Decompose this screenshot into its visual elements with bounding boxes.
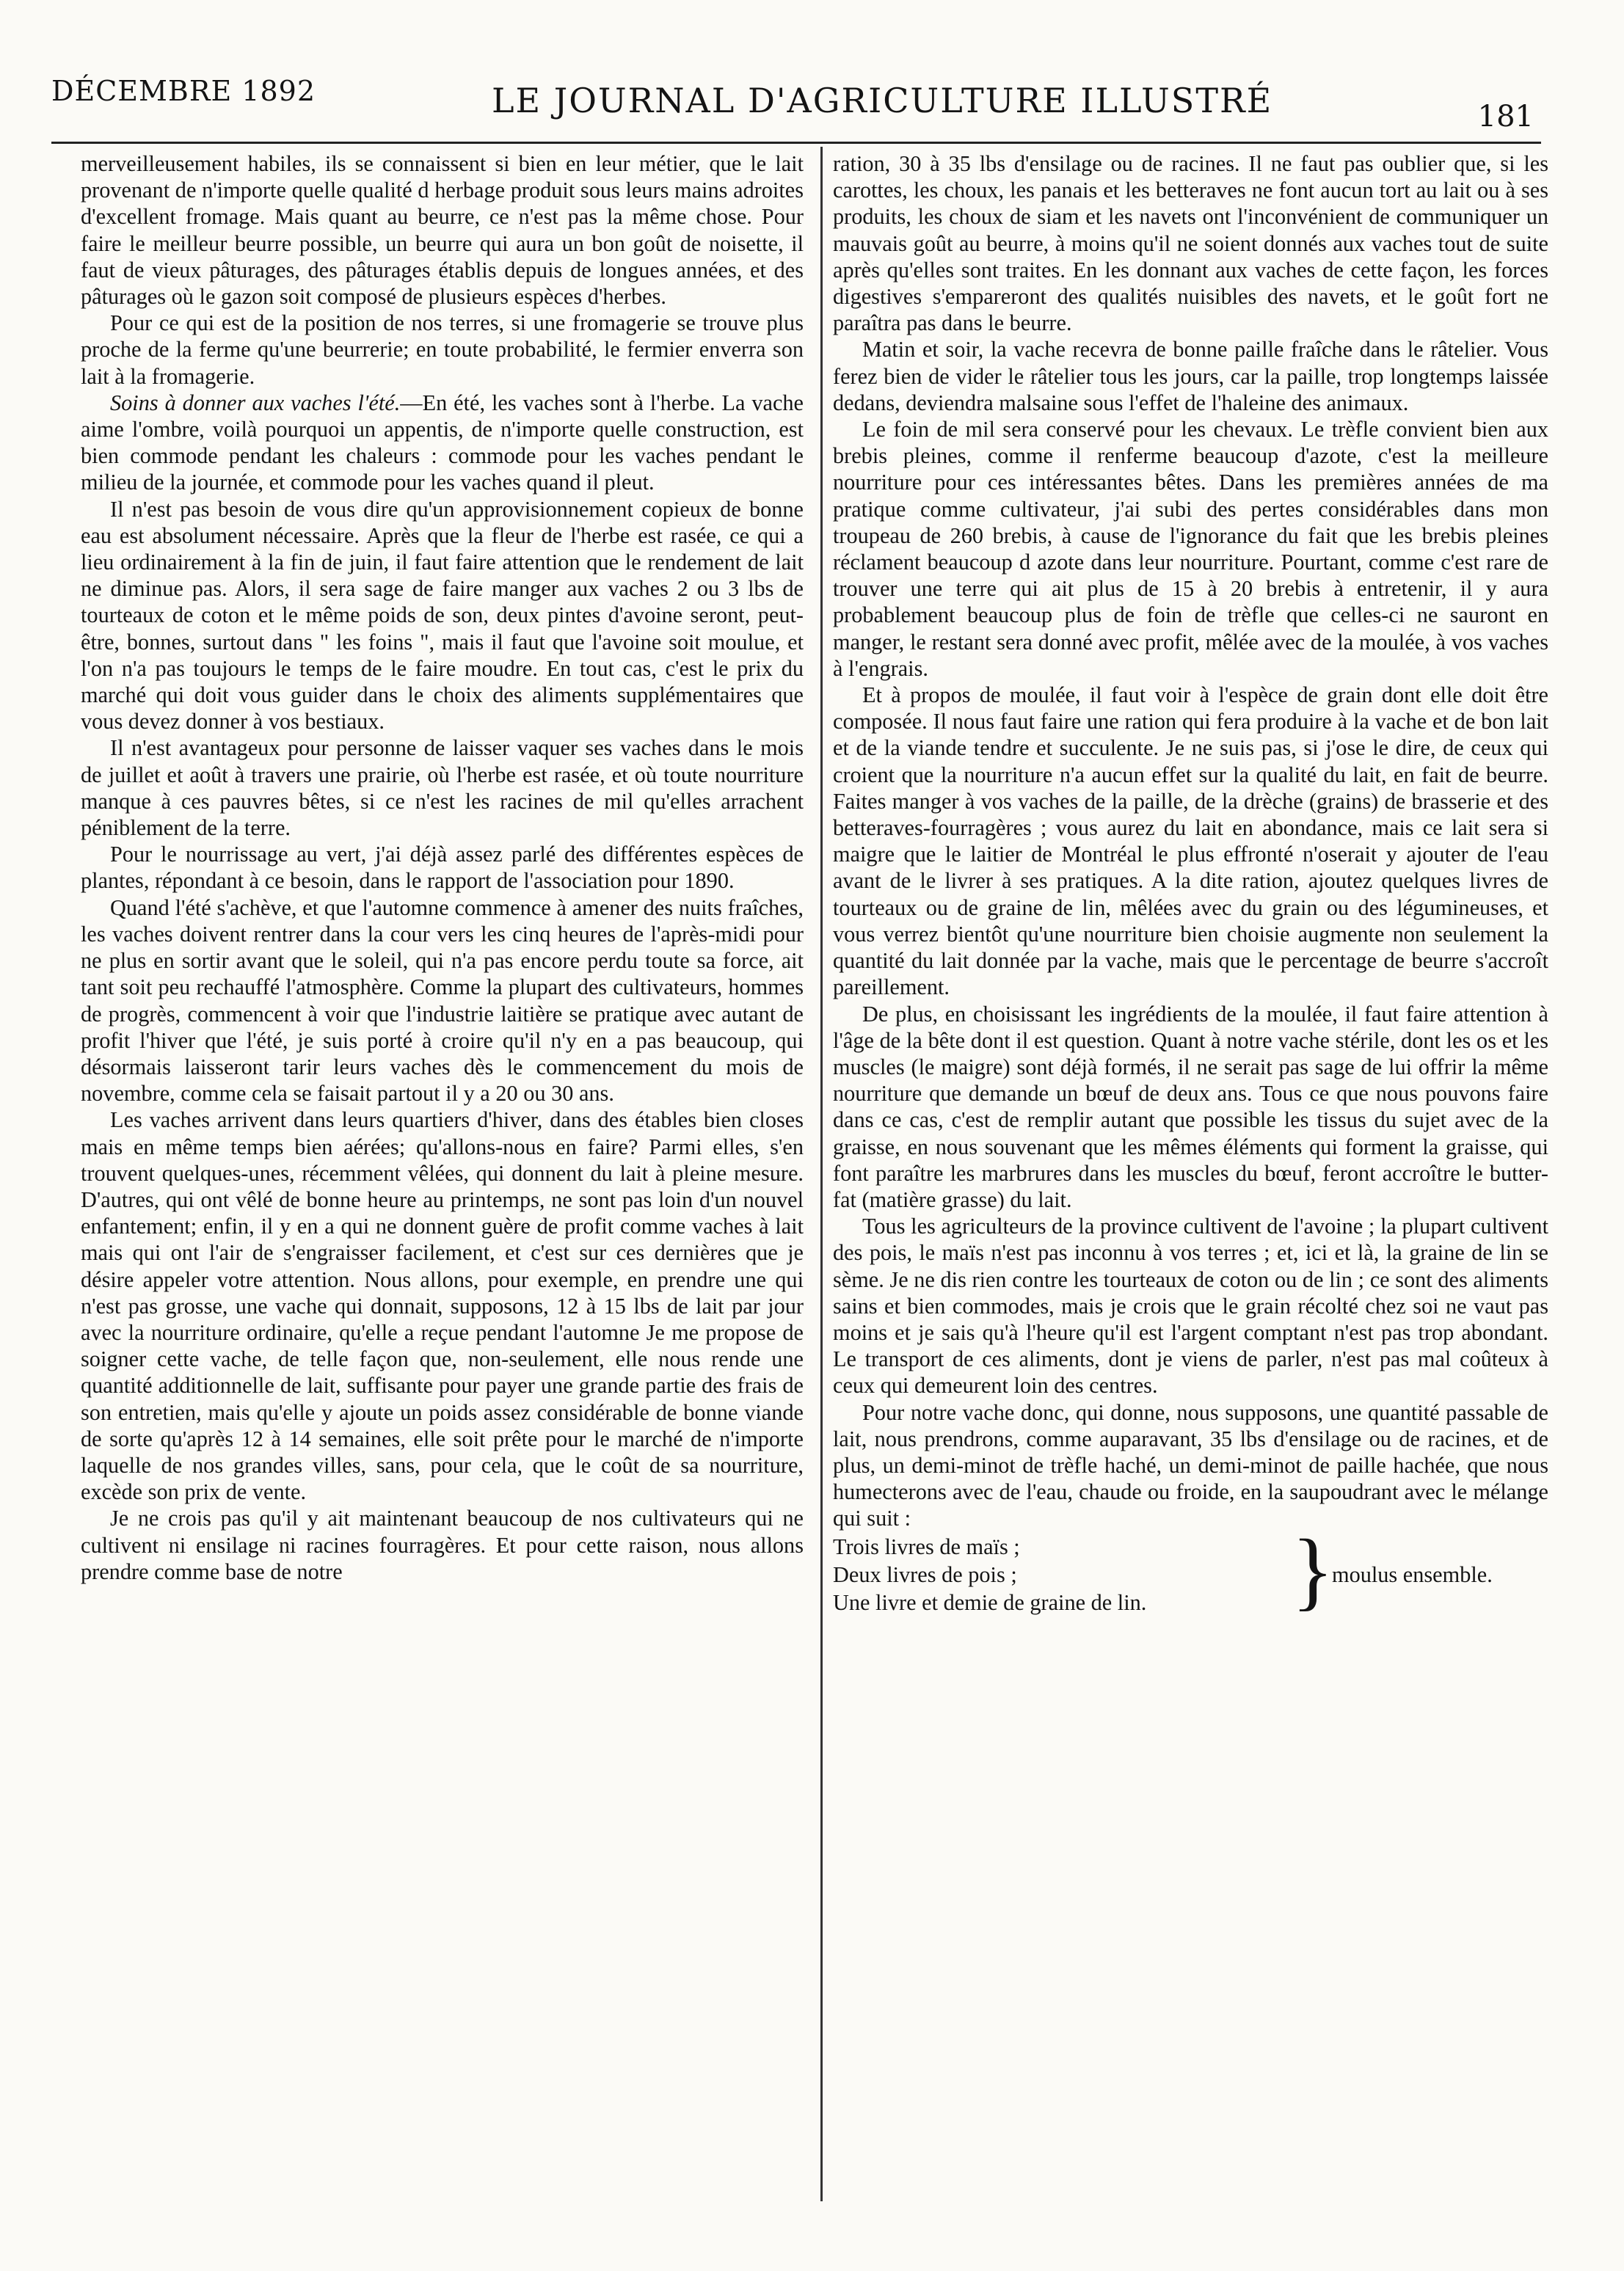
feed-recipe <box>833 1520 1548 1622</box>
issue-date: DÉCEMBRE 1892 <box>51 75 316 107</box>
recipe-item: Deux livres de pois ; <box>833 1561 1017 1587</box>
paragraph <box>833 416 1548 682</box>
paragraph-text: Pour le nourrissage au vert, j'ai déjà assez parlé des différentes espèces de plantes, répondant à ce besoin, dans le rapport de l'association pour 1890. <box>81 842 804 894</box>
page-header <box>51 68 1534 141</box>
recipe-items <box>833 1534 1288 1617</box>
paragraph-text: Tous les agriculteurs de la province cultivent de l'avoine ; la plupart cultivent des pois, le maïs n'est pas inconnu à vos terres ; et, ici et là, la graine de lin se sème. Je ne dis rien contre les tourteaux de coton ou de lin ; ce sont des aliments sains et bien commodes, mais je crois que le grain récolté chez soi ne vaut pas moins et je sais qu'à l'heure qu'il est l'argent comptant n'est pas trop abondant. Le transport de ces aliments, dont je viens de parler, n'est pas mal coûteux à ceux qui demeurent loin des centres. <box>833 1214 1548 1399</box>
paragraph-text: Je ne crois pas qu'il y ait maintenant beaucoup de nos cultivateurs qui ne cultivent ni ensilage ni racines fourragères. Et pour cette raison, nous allons prendre comme base de notre <box>81 1506 804 1584</box>
paragraph <box>833 682 1548 1000</box>
recipe-item: Trois livres de maïs ; <box>833 1534 1020 1559</box>
paragraph <box>833 336 1548 416</box>
section-heading: Soins à donner aux vaches l'été. <box>110 390 401 415</box>
paragraph-text: Et à propos de moulée, il faut voir à l'espèce de grain dont elle doit être composée. Il nous faut faire une ration qui fera produire à la vache et de bon lait et de la viande tendre et succulente. Je ne suis pas, si j'ose le dire, de ceux qui croient que la nourriture n'a aucun effet sur la qualité du lait, en fait de beurre. Faites manger à vos vaches de la paille, de la drèche (grains) de brasserie et des betteraves-fourragères ; vous aurez du lait en abondance, mais ce lait sera si maigre que le laitier de Montréal le plus effronté n'oserait y ajouter de l'eau avant de le livrer à ses pratiques. A la dite ration, ajoutez quelques livres de tourteaux ou de graine de lin, mêlées avec du grain ou des légumineuses, et vous verrez bientôt qu'une nourriture bien choisie augmente non seulement la quantité du lait donnée par la vache, mais que le percentage de beurre s'accroît pareillement. <box>833 682 1548 1000</box>
paragraph-text: Il n'est avantageux pour personne de laisser vaquer ses vaches dans le mois de juillet et août à travers une prairie, où l'herbe est rasée, et où toute nourriture manque à ces pauvres bêtes, si ce n'est les racines de mil qu'elles arrachent péniblement de la terre. <box>81 735 804 841</box>
column-divider <box>820 147 823 2201</box>
recipe-note: moulus ensemble. <box>1332 1561 1493 1587</box>
paragraph <box>833 1399 1548 1532</box>
paragraph-text: Pour notre vache donc, qui donne, nous supposons, une quantité passable de lait, nous prendrons, comme auparavant, 35 lbs d'ensilage ou de racines, et de plus, un demi-minot de trèfle haché, un demi-minot de paille hachée, que nous humecterons avec de l'eau, chaude ou froide, en la saupoudrant avec le mélange qui suit : <box>833 1399 1548 1531</box>
paragraph <box>81 841 804 894</box>
paragraph <box>833 1213 1548 1399</box>
paragraph <box>833 150 1548 336</box>
paragraph <box>81 150 804 310</box>
paragraph-text: Quand l'été s'achève, et que l'automne commence à amener des nuits fraîches, les vaches doivent rentrer dans la cour vers les cinq heures de l'après-midi pour ne plus en sortir avant que le soleil, qui n'a pas encore perdu toute sa force, ait tant soit peu rechauffé l'atmosphère. Comme la plupart des cultivateurs, hommes de progrès, commencent à voir que l'industrie laitière se pratique avec autant de profit l'hiver que l'été, je suis porté à croire qu'il n'y en a pas beaucoup, qui désormais laisseront tarir leurs vaches dès le commencement du mois de novembre, comme cela se faisait partout il y a 20 ou 30 ans. <box>81 894 804 1107</box>
left-column <box>81 150 804 1585</box>
paragraph <box>81 734 804 841</box>
paragraph <box>81 496 804 735</box>
paragraph <box>81 894 804 1107</box>
paragraph-text: Il n'est pas besoin de vous dire qu'un approvisionnement copieux de bonne eau est absolument nécessaire. Après que la fleur de l'herbe est rasée, ce qui a lieu ordinairement à la fin de juin, il faut faire attention que le rendement de lait ne diminue pas. Alors, il sera sage de faire manger aux vaches 2 ou 3 lbs de tourteaux de coton et le même poids de son, deux pintes d'avoine seront, peut-être, bonnes, surtout dans " les foins ", mais il faut que l'avoine soit moulue, et l'on n'a pas toujours le temps de le faire moudre. En tout cas, c'est le prix du marché qui doit vous guider dans le choix des aliments supplémentaires que vous devez donner à vos bestiaux. <box>81 496 804 734</box>
right-column <box>833 150 1548 1622</box>
paragraph <box>833 1001 1548 1214</box>
paragraph-text: merveilleusement habiles, ils se connaissent si bien en leur métier, que le lait provenant de n'importe quelle qualité d herbage produit sous leurs mains adroites d'excellent fromage. Mais quant au beurre, ce n'est pas la même chose. Pour faire le meilleur beurre possible, un beurre qui aura un bon goût de noisette, il faut de vieux pâturages, des pâturages établis depuis de longues années, et des pâturages où le gazon soit composé de plusieurs espèces d'herbes. <box>81 151 804 310</box>
paragraph <box>81 390 804 496</box>
paragraph-text: De plus, en choisissant les ingrédients de la moulée, il faut faire attention à l'âge de la bête dont il est question. Quant à notre vache stérile, dont les os et les muscles (le maigre) sont déjà formés, il ne serait pas sage de lui offrir la même nourriture que demande un bœuf de deux ans. Tous ce que nous pouvons faire dans ce cas, c'est de remplir autant que possible les tissus du sujet avec de la graisse, en nous souvenant que les mêmes éléments qui forment la graisse, qui font paraître les marbrures dans les muscles du bœuf, feront accroître le butter-fat (matière grasse) du lait. <box>833 1001 1548 1212</box>
right-column-text <box>833 150 1548 1532</box>
page-number: 181 <box>1477 100 1534 134</box>
paragraph <box>81 1107 804 1505</box>
paragraph-text: —En été, les vaches sont à l'herbe. La vache aime l'ombre, voilà pourquoi un appentis, de n'importe quelle construction, est bien commode pendant les chaleurs : commode pour les vaches pendant le milieu de la journée, et commode pour les vaches quand il pleut. <box>81 390 804 495</box>
paragraph-text: Le foin de mil sera conservé pour les chevaux. Le trèfle convient bien aux brebis pleines, comme il renferme beaucoup d'azote, c'est la meilleure nourriture pour ces intéressantes bêtes. Dans les premières années de ma pratique comme cultivateur, j'ai subi des pertes considérables dans mon troupeau de 260 brebis, à cause de l'ignorance du fait que les brebis pleines réclament beaucoup d azote dans leur nourriture. Pourtant, comme c'est rare de trouver une terre qui ait plus de 15 à 20 brebis à entretenir, il y aura probablement beaucoup plus de foin de trèfle que celles-ci ne sauront en manger, le restant sera donné avec profit, mêlée avec de la moulée, à vos vaches à l'engrais. <box>833 417 1548 681</box>
paragraph-text: ration, 30 à 35 lbs d'ensilage ou de racines. Il ne faut pas oublier que, si les carottes, les choux, les panais et les betteraves ne font aucun tort au lait ou à ses produits, les choux de siam et les navets ont l'inconvénient de communiquer un mauvais goût au beurre, à moins qu'il ne soient donnés aux vaches tout de suite après qu'elles sont traites. En les donnant aux vaches de cette façon, les forces digestives s'empareront des qualités nuisibles des navets, et le goût fort ne paraîtra pas dans le beurre. <box>833 151 1548 336</box>
paragraph <box>81 310 804 390</box>
recipe-item: Une livre et demie de graine de lin. <box>833 1589 1147 1615</box>
paragraph-text: Les vaches arrivent dans leurs quartiers d'hiver, dans des étables bien closes mais en même temps bien aérées; qu'allons-nous en faire? Parmi elles, s'en trouvent quelques-unes, récemment vêlées, qui donnent du lait à pleine mesure. D'autres, qui ont vêlé de bonne heure au printemps, ne sont pas loin d'un nouvel enfantement; enfin, il y en a qui ne donnent guère de profit comme vaches à lait mais qui ont l'air de s'engraisser facilement, et c'est sur ces dernières que je désire appeler votre attention. Nous allons, pour exemple, en prendre une qui n'est pas grosse, une vache qui donnait, supposons, 12 à 15 lbs de lait par jour avec la nourriture ordinaire, qu'elle a reçue pendant l'automne Je me propose de soigner cette vache, de telle façon que, non-seulement, elle nous rende une quantité additionnelle de lait, suffisante pour payer une grande partie des frais de son entretien, mais qu'elle y ajoute un poids assez considérable de bonne viande de sorte qu'après 12 à 14 semaines, elle soit prête pour le marché de n'importe laquelle de nos grandes villes, sans, pour cela, que le coût de sa nourriture, excède son prix de vente. <box>81 1107 804 1505</box>
paragraph <box>81 1505 804 1585</box>
paragraph-text: Matin et soir, la vache recevra de bonne paille fraîche dans le râtelier. Vous ferez bien de vider le râtelier tous les jours, car la paille, trop longtemps laissée dedans, deviendra malsaine sous l'effet de l'haleine des animaux. <box>833 337 1548 415</box>
curly-brace-icon: } <box>1292 1520 1334 1619</box>
header-rule <box>51 142 1541 144</box>
paragraph-text: Pour ce qui est de la position de nos terres, si une fromagerie se trouve plus proche de la ferme qu'une beurrerie; en toute probabilité, le fermier enverra son lait à la fromagerie. <box>81 310 804 389</box>
journal-title: LE JOURNAL D'AGRICULTURE ILLUSTRÉ <box>492 81 1273 120</box>
